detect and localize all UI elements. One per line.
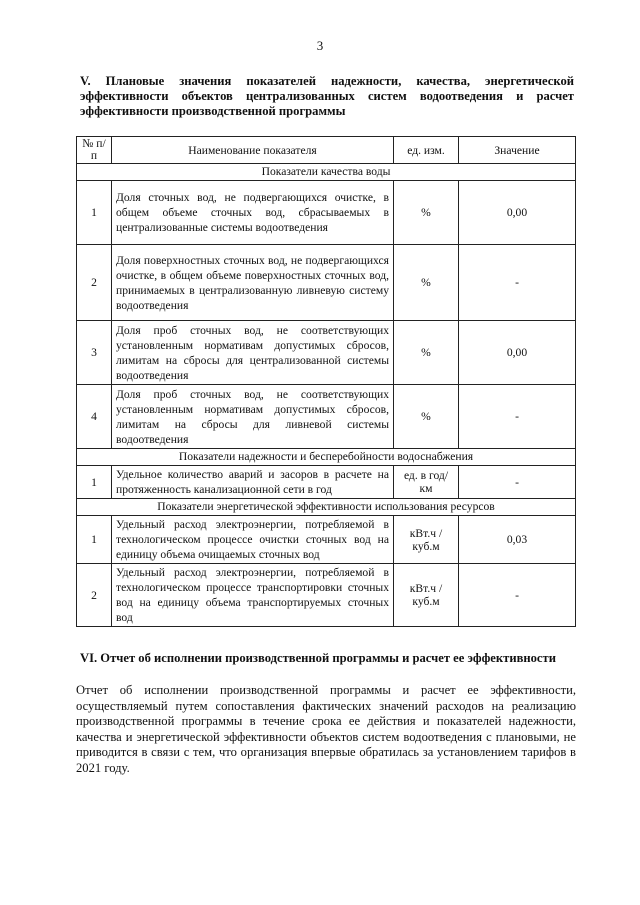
- row-unit: кВт.ч / куб.м: [394, 564, 459, 627]
- row-name: Удельный расход электроэнергии, потребляемой в технологическом процессе транспортировки сточных вод на единицу объема транспортируемых сточных вод: [112, 564, 394, 627]
- row-num: 3: [77, 321, 112, 385]
- row-name: Удельное количество аварий и засоров в расчете на протяженность канализационной сети в год: [112, 466, 394, 499]
- row-unit: ед. в год/ км: [394, 466, 459, 499]
- row-num: 2: [77, 564, 112, 627]
- table-row: [77, 466, 576, 499]
- row-value: 0,00: [459, 181, 576, 245]
- section-6-title: VI. Отчет об исполнении производственной программы и расчет ее эффективности: [80, 651, 556, 665]
- row-unit: %: [394, 321, 459, 385]
- row-value: -: [459, 564, 576, 627]
- row-value: -: [459, 245, 576, 321]
- table-row: [77, 385, 576, 449]
- row-name: Доля сточных вод, не подвергающихся очистке, в общем объеме сточных вод, сбрасываемых в централизованные системы водоотведения: [112, 181, 394, 245]
- header-name: Наименование показателя: [112, 137, 394, 164]
- table-row: [77, 516, 576, 564]
- table-row: [77, 245, 576, 321]
- group-row-reliability: [77, 449, 576, 466]
- row-value: 0,00: [459, 321, 576, 385]
- section-5-title: V. Плановые значения показателей надежности, качества, энергетической эффективности объектов централизованных систем водоотведения и расчет эффективности производственной программы: [80, 74, 574, 118]
- page-number: 3: [316, 38, 324, 53]
- row-value: -: [459, 385, 576, 449]
- group-title: Показатели надежности и бесперебойности водоснабжения: [77, 449, 576, 466]
- header-num: № п/п: [77, 137, 112, 164]
- header-unit: ед. изм.: [394, 137, 459, 164]
- indicators-table: [76, 136, 576, 627]
- table-row: [77, 564, 576, 627]
- row-num: 1: [77, 181, 112, 245]
- row-num: 1: [77, 516, 112, 564]
- row-name: Доля поверхностных сточных вод, не подвергающихся очистке, в общем объеме поверхностных сточных вод, принимаемых в централизованную ливневую систему водоотведения: [112, 245, 394, 321]
- row-num: 4: [77, 385, 112, 449]
- row-unit: %: [394, 385, 459, 449]
- row-num: 2: [77, 245, 112, 321]
- table-header-row: [77, 137, 576, 164]
- row-num: 1: [77, 466, 112, 499]
- group-row-water-quality: [77, 164, 576, 181]
- row-unit: %: [394, 181, 459, 245]
- row-name: Удельный расход электроэнергии, потребляемой в технологическом процессе очистки сточных вод на единицу объема очищаемых сточных вод: [112, 516, 394, 564]
- row-name: Доля проб сточных вод, не соответствующих установленным нормативам допустимых сбросов, лимитам на сбросы для централизованной системы водоотведения: [112, 321, 394, 385]
- row-unit: %: [394, 245, 459, 321]
- header-value: Значение: [459, 137, 576, 164]
- row-unit: кВт.ч / куб.м: [394, 516, 459, 564]
- group-title: Показатели энергетической эффективности использования ресурсов: [77, 499, 576, 516]
- table-row: [77, 181, 576, 245]
- report-paragraph: Отчет об исполнении производственной программы и расчет ее эффективности, осуществляемый путем сопоставления фактических значений расходов на реализацию производственной программы в течение срока ее действия и показателей надежности, качества и энергетической эффективности объектов систем водоотведения с плановыми, не приводится в связи с тем, что организация впервые обратилась за установлением тарифов в 2021 году.: [76, 683, 576, 775]
- group-title: Показатели качества воды: [77, 164, 576, 181]
- row-name: Доля проб сточных вод, не соответствующих установленным нормативам допустимых сбросов, лимитам на сбросы для ливневой системы водоотведения: [112, 385, 394, 449]
- group-row-energy: [77, 499, 576, 516]
- row-value: -: [459, 466, 576, 499]
- row-value: 0,03: [459, 516, 576, 564]
- table-row: [77, 321, 576, 385]
